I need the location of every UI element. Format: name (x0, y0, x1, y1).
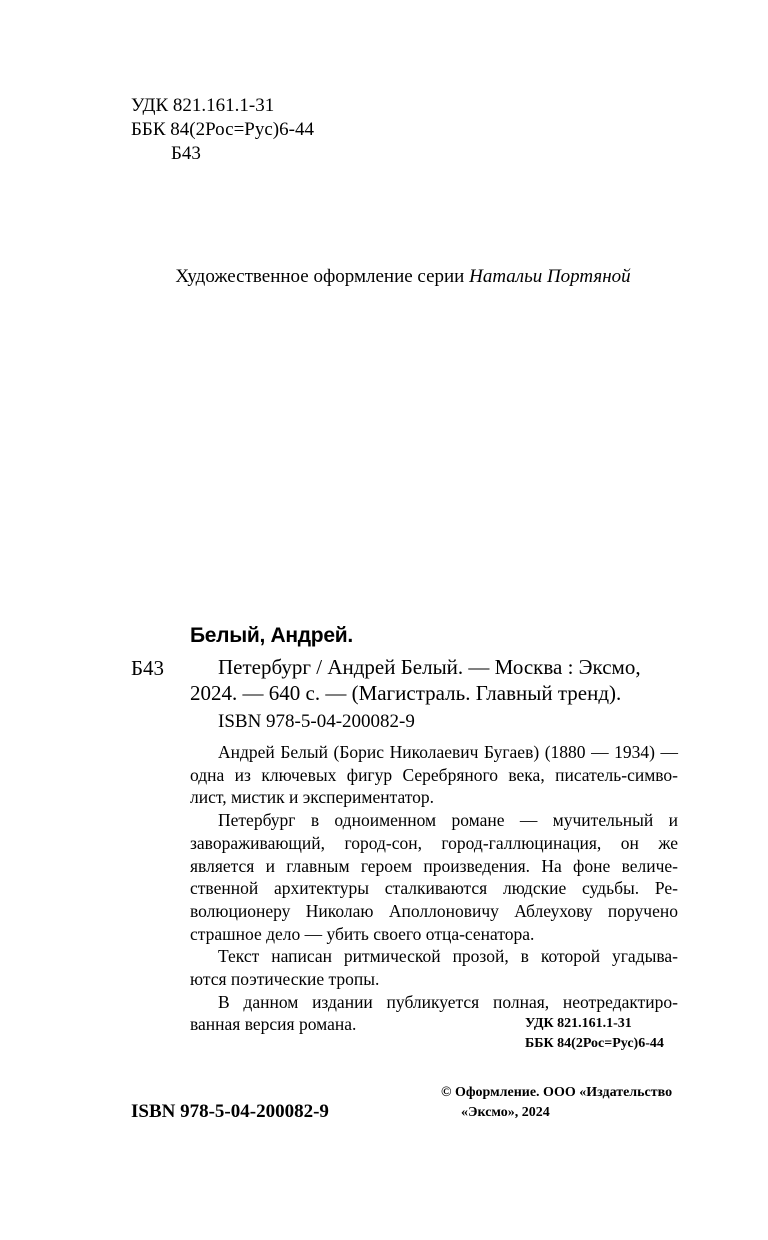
entry-title-line: Петербург / Андрей Белый. — Москва : Эксмо, (218, 655, 641, 679)
copyright-line: «Эксмо», 2024 (461, 1105, 550, 1120)
bbk-code: ББК 84(2Рос=Рус)6-44 (131, 119, 314, 140)
annotation-line: Петербург в одноименном романе — мучительный и (218, 810, 678, 831)
entry-isbn: ISBN 978-5-04-200082-9 (218, 711, 415, 732)
author-mark-code: Б43 (171, 143, 201, 164)
series-designer-name: Натальи Портяной (469, 266, 631, 287)
annotation-paragraph-2 (190, 809, 678, 945)
annotation-line: ются поэтические тропы. (190, 969, 380, 990)
classification-codes-top (131, 94, 314, 166)
annotation-line: завораживающий, город-сон, город-галлюцинация, он же (190, 832, 678, 853)
annotation-line: Андрей Белый (Борис Николаевич Бугаев) (1880 — 1934) — (218, 742, 678, 762)
copyright-notice (441, 1083, 672, 1123)
annotation-line: ванная версия романа. (190, 1014, 357, 1035)
udk-code: УДК 821.161.1-31 (131, 95, 275, 116)
annotation-paragraph-3 (190, 945, 678, 990)
entry-author: Белый, Андрей. (190, 624, 353, 647)
entry-publication-line: 2024. — 640 с. — (Магистраль. Главный тренд). (190, 681, 622, 705)
annotation-line: В данном издании публикуется полная, неотредактиро- (218, 991, 678, 1012)
copyright-line: © Оформление. ООО «Издательство (441, 1085, 673, 1100)
annotation (190, 741, 678, 1036)
udk-code: УДК 821.161.1-31 (525, 1016, 632, 1031)
annotation-line: страшное дело — убить своего отца-сенатора. (190, 923, 535, 944)
annotation-paragraph-1 (190, 741, 678, 809)
annotation-line: одна из ключевых фигур Серебряного века, писатель-симво- (190, 764, 678, 785)
entry-code: Б43 (131, 656, 165, 680)
isbn-bottom: ISBN 978-5-04-200082-9 (131, 1101, 329, 1122)
annotation-line: ственной архитектуры сталкиваются людские судьбы. Ре- (190, 878, 678, 899)
bbk-code: ББК 84(2Рос=Рус)6-44 (525, 1036, 664, 1051)
annotation-line: лист, мистик и экспериментатор. (190, 787, 435, 808)
series-design-credit (0, 266, 768, 288)
annotation-line: волюционеру Николаю Аполлоновичу Аблеухову поручено (190, 900, 678, 921)
annotation-line: является и главным героем произведения. На фоне величе- (190, 855, 678, 876)
series-design-prefix: Художественное оформление серии (175, 266, 470, 287)
classification-codes-bottom (525, 1014, 664, 1054)
annotation-line: Текст написан ритмической прозой, в которой угадыва- (218, 946, 678, 967)
